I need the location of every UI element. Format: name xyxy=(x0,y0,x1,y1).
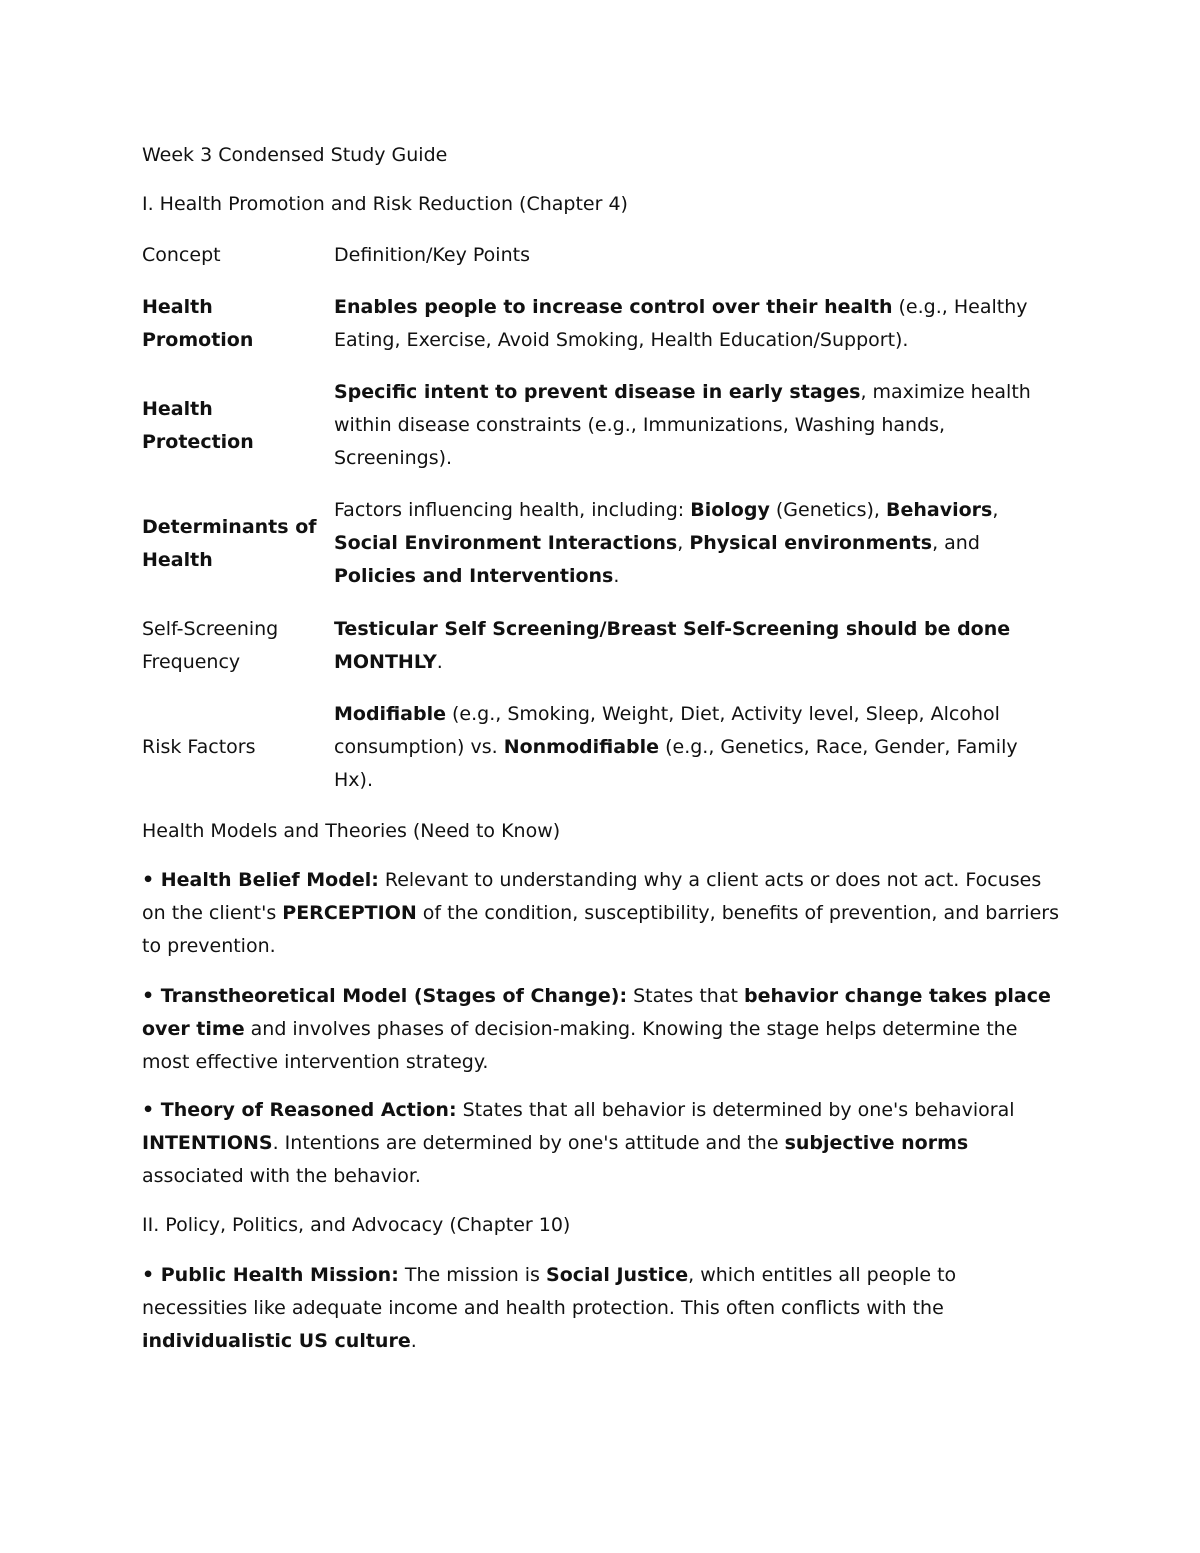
bold-text: Testicular Self Screening/Breast Self-Screening should be done MONTHLY xyxy=(334,618,1011,673)
concept-cell xyxy=(142,494,334,593)
concept-line: Protection xyxy=(142,430,254,453)
bold-text: INTENTIONS xyxy=(142,1132,273,1154)
concept-line: Self-Screening xyxy=(142,618,279,640)
body-text: . Intentions are determined by one's attitude and the xyxy=(272,1132,785,1154)
body-text: , maximize health within disease constraints (e.g., Immunizations, Washing hands, Screenings). xyxy=(334,381,1031,469)
definition-cell xyxy=(334,613,1062,679)
table-header-definition: Definition/Key Points xyxy=(334,244,530,266)
bold-text: Behaviors xyxy=(886,499,993,521)
body-text: , xyxy=(677,532,690,554)
bold-text: individualistic US culture xyxy=(142,1330,411,1352)
concept-line: Health xyxy=(142,548,213,571)
concept-line: Frequency xyxy=(142,651,241,673)
bold-text: PERCEPTION xyxy=(282,902,417,924)
body-text: (e.g., Genetics, Race, Gender, Family Hx). xyxy=(334,736,1018,791)
definition-cell xyxy=(334,376,1062,475)
bold-text: behavior change takes place over time xyxy=(142,985,1051,1040)
table-row xyxy=(142,291,1062,357)
table-row xyxy=(142,494,1062,593)
bold-text: • Transtheoretical Model (Stages of Change): xyxy=(142,985,628,1007)
concept-line: Promotion xyxy=(142,329,254,351)
body-text: and involves phases of decision-making. Knowing the stage helps determine the most effective intervention strategy. xyxy=(142,1018,1018,1073)
bold-text: Social Environment Interactions xyxy=(334,532,678,554)
bold-text: Physical environments xyxy=(689,532,933,554)
bold-text: Social Justice xyxy=(546,1264,689,1286)
body-text: (e.g., Smoking, Weight, Diet, Activity level, Sleep, Alcohol consumption) vs. xyxy=(334,703,1000,758)
bold-text: subjective norms xyxy=(784,1132,969,1154)
section-1-heading: I. Health Promotion and Risk Reduction (Chapter 4) xyxy=(142,193,628,215)
body-text: , xyxy=(992,499,999,521)
body-text: States that xyxy=(627,985,744,1007)
bold-text: Nonmodifiable xyxy=(503,736,660,758)
bold-text: Enables people to increase control over their health xyxy=(334,296,893,318)
body-text: Relevant to understanding why a client acts or does not act. Focuses on the client's xyxy=(142,869,1042,924)
body-text: The mission is xyxy=(398,1264,547,1286)
table-row xyxy=(142,376,1062,475)
models-heading: Health Models and Theories (Need to Know) xyxy=(142,820,561,842)
section-2-heading: II. Policy, Politics, and Advocacy (Chapter 10) xyxy=(142,1214,571,1236)
definition-cell xyxy=(334,494,1062,593)
bullet-paragraph xyxy=(142,864,1062,963)
body-text: (e.g., Healthy Eating, Exercise, Avoid Smoking, Health Education/Support). xyxy=(334,296,1028,351)
body-text: . xyxy=(436,651,443,673)
document-title: Week 3 Condensed Study Guide xyxy=(142,144,448,166)
concept-line: Determinants of xyxy=(142,515,317,538)
body-text: , which entitles all people to necessities like adequate income and health protection. This often conflicts with the xyxy=(142,1264,957,1319)
table-row xyxy=(142,613,1062,679)
concept-cell xyxy=(142,698,334,797)
body-text: of the condition, susceptibility, benefits of prevention, and barriers to prevention. xyxy=(142,902,1059,957)
table-row xyxy=(142,698,1062,797)
body-text: States that all behavior is determined by one's behavioral xyxy=(456,1099,1015,1121)
body-text: associated with the behavior. xyxy=(142,1165,421,1187)
bold-text: Modifiable xyxy=(334,703,446,725)
bold-text: • Health Belief Model: xyxy=(142,869,379,891)
body-text: Factors influencing health, including: xyxy=(334,499,691,521)
definition-cell xyxy=(334,291,1062,357)
concept-cell xyxy=(142,291,334,357)
concept-line: Risk Factors xyxy=(142,736,256,758)
definition-cell xyxy=(334,698,1062,797)
bold-text: Policies and Interventions xyxy=(334,565,614,587)
bullet-paragraph xyxy=(142,1259,1062,1358)
concept-line: Health xyxy=(142,397,213,420)
concept-cell xyxy=(142,376,334,475)
body-text: . xyxy=(410,1330,417,1352)
concept-line: Health xyxy=(142,296,213,318)
body-text: (Genetics), xyxy=(769,499,887,521)
bullet-paragraph xyxy=(142,980,1062,1079)
table-header-concept: Concept xyxy=(142,244,221,266)
body-text: . xyxy=(613,565,620,587)
bold-text: • Theory of Reasoned Action: xyxy=(142,1099,457,1121)
bullet-paragraph xyxy=(142,1094,1062,1193)
table-header-row xyxy=(142,239,1062,272)
bold-text: • Public Health Mission: xyxy=(142,1264,399,1286)
concept-cell xyxy=(142,613,334,679)
bold-text: Specific intent to prevent disease in early stages xyxy=(334,381,861,403)
body-text: , and xyxy=(932,532,980,554)
bold-text: Biology xyxy=(690,499,770,521)
